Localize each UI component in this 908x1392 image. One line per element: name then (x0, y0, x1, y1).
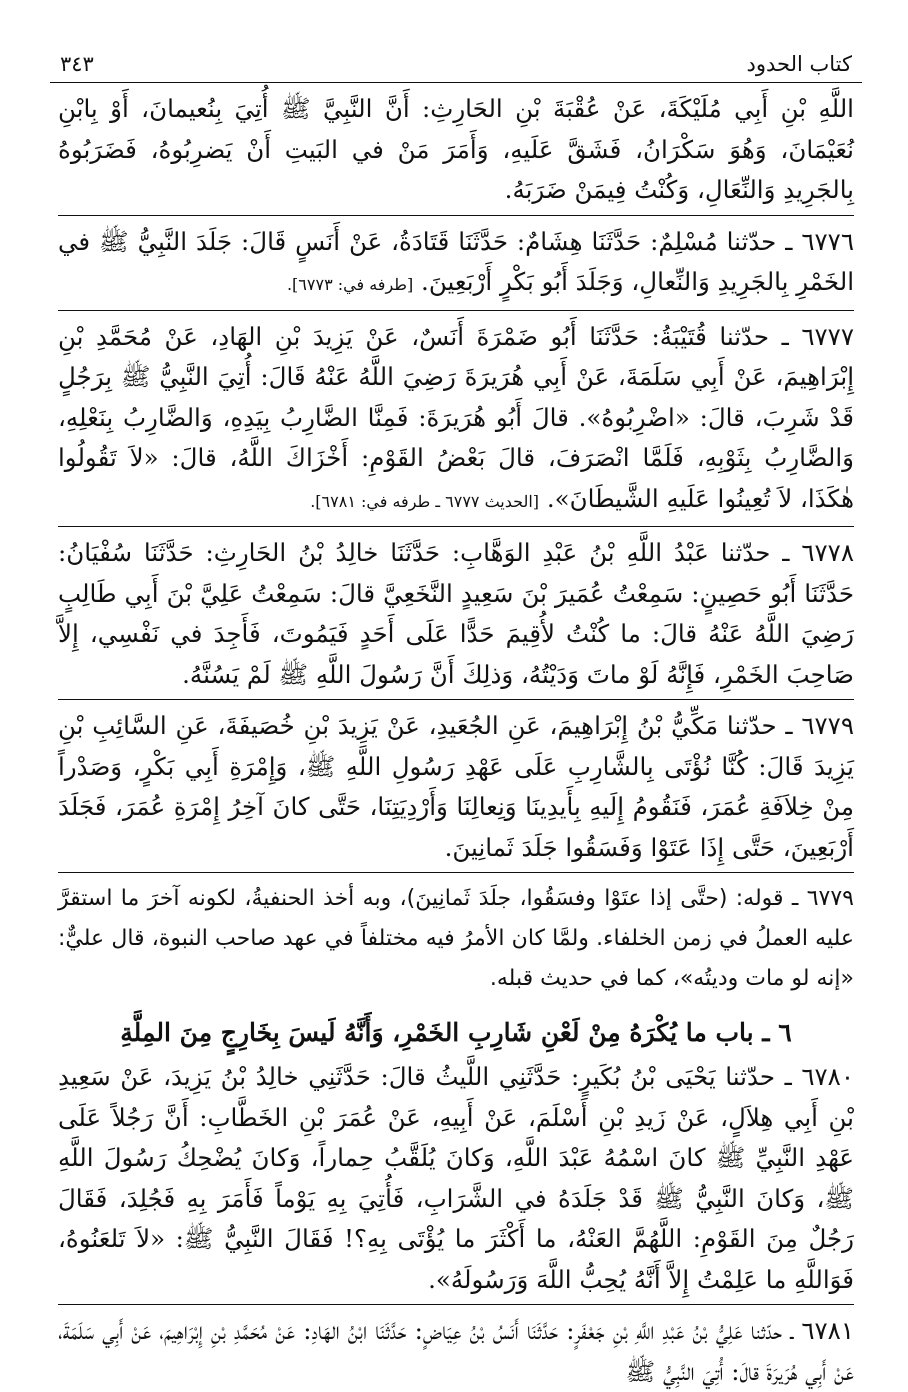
hadith-6778 (58, 533, 854, 695)
hadith-6779 (58, 706, 854, 868)
page-body (50, 83, 862, 1392)
cross-reference: [الحديث ٦٧٧٧ ـ طرفه في: ٦٧٨١]. (310, 491, 540, 511)
separator (58, 1304, 854, 1305)
hadith-text: ٦٧٧٨ ـ حدّثنا عَبْدُ اللَّهِ بْنُ عَبْدِ الوَهَّابِ: حَدَّثَنَا خالِدُ بْنُ الحَارِثِ: حَدَّثَنَا سُفْيَانُ: حَدَّثَنَا أَبُو حَصِينٍ: سَمِعْتُ عُمَيرَ بْنَ سَعِيدٍ النَّخَعِيَّ قالَ: سَمِعْتُ عَلِيَّ بْنَ أَبِي طَالِبٍ رَضِيَ اللَّهُ عَنْهُ قالَ: ما كُنْتُ لأُقِيمَ حَدًّا عَلَى أَحَدٍ فَيَمُوتَ، فَأَجِدَ في نَفْسِي، إِلاَّ صَاحِبَ الخَمْرِ، فَإِنَّهُ لَوْ ماتَ وَدَيْتُهُ، وَذلِكَ أَنَّ رَسُولَ اللَّهِ ﷺ لَمْ يَسُنَّهُ. (58, 538, 854, 689)
commentary-6779 (58, 879, 854, 999)
hadith-text: ٦٧٧٩ ـ حدّثنا مَكِّيُّ بْنُ إِبْرَاهِيمَ، عَنِ الجُعَيدِ، عَنْ يَزِيدَ بْنِ خُصَيفَةَ، عَنِ السَّائِبِ بْنِ يَزِيدَ قَالَ: كُنَّا نُؤْتَى بِالشَّارِبِ عَلَى عَهْدِ رَسُولِ اللَّهِ ﷺ، وَإِمْرَةِ أَبِي بَكْرٍ، وَصَدْراً مِنْ خِلاَفَةِ عُمَرَ، فَنَقُومُ إِلَيهِ بِأَيدِينَا وَنِعالِنَا وَأَرْدِيَتِنَا، حَتَّى كانَ آخِرُ إِمْرَةِ عُمَرَ، فَجَلَدَ أَرْبَعِينَ، حَتَّى إِذَا عَتَوْا وَفَسَقُوا جَلَدَ ثَمانِينَ. (58, 711, 854, 862)
hadith-6780 (58, 1057, 854, 1300)
separator (58, 872, 854, 873)
commentary-text: ٦٧٧٩ ـ قوله: (حتَّى إذا عتَوْا وفسَقُوا، جلَدَ ثَمانِينَ)، وبه أخذ الحنفيةُ، لكونه آخرَ ما استقرَّ عليه العملُ في زمن الخلفاء. ولمَّا كان الأمرُ فيه مختلفاً في عهد صاحب النبوة، قال عليٌّ: «إنه لو مات وديتُه»، كما في حديث قبله. (58, 886, 854, 991)
hadith-text: ٦٧٨١ ـ حدّثنا عَلِيُّ بْنُ عَبْدِ اللَّهِ بْنِ جَعْفَرٍ: حَدَّثَنَا أَنَسُ بْنُ عِيَاضٍ: حَدَّثَنَا ابْنُ الهَادِ: عَنْ مُحَمَّدِ بْنِ إِبْرَاهِيمَ، عَنْ أَبِي سَلَمَةَ، عَنْ أَبِي هُرَيرَةَ قالَ: أُتِيَ النَّبِيُّ ﷺ (58, 1316, 854, 1386)
separator (58, 526, 854, 527)
hadith-6776 (58, 222, 854, 306)
hadith-continuation (58, 89, 854, 211)
header-title: كتاب الحدود (746, 52, 852, 76)
hadith-6777 (58, 317, 854, 523)
hadith-6781 (58, 1311, 854, 1392)
page-number: ٣٤٣ (60, 52, 94, 76)
separator (58, 215, 854, 216)
chapter-heading: ٦ ـ باب ما يُكْرَهُ مِنْ لَعْنِ شَارِبِ الخَمْرِ، وَأَنَّهُ لَيسَ بِخَارِجٍ مِنَ المِلَّةِ (120, 1018, 792, 1047)
hadith-text: اللَّهِ بْنِ أَبِي مُلَيْكَةَ، عَنْ عُقْبَةَ بْنِ الحَارِثِ: أَنَّ النَّبِيَّ ﷺ أُتِيَ بِنُعيمانَ، أَوْ بِابْنِ نُعَيْمَانَ، وَهُوَ سَكْرَانُ، فَشَقَّ عَلَيهِ، وَأَمَرَ مَنْ في البَيتِ أَنْ يَضرِبُوهُ، فَضَرَبُوهُ بِالجَرِيدِ وَالنِّعَالِ، وَكُنْتُ فِيمَنْ ضَرَبَهُ. (58, 94, 854, 204)
hadith-text: ٦٧٧٧ ـ حدّثنا قُتَيْبَةُ: حَدَّثَنَا أَبُو ضَمْرَةَ أَنَسٌ، عَنْ يَزِيدَ بْنِ الهَادِ، عَنْ مُحَمَّدِ بْنِ إِبْرَاهِيمَ، عَنْ أَبِي سَلَمَةَ، عَنْ أَبِي هُرَيرَةَ رَضِيَ اللَّهُ عَنْهُ قَالَ: أُتِيَ النَّبِيُّ ﷺ بِرَجُلٍ قَدْ شَرِبَ، قالَ: «اضْرِبُوهُ». قالَ أَبُو هُرَيرَةَ: فَمِنَّا الضَّارِبُ بِيَدِهِ، وَالضَّارِبُ بِنَعْلِهِ، وَالضَّارِبُ بِثَوْبِهِ، فَلَمَّا انْصَرَفَ، قالَ بَعْضُ القَوْمِ: أَخْزَاكَ اللَّهُ، قالَ: «لاَ تَقُولُوا هٰكَذَا، لاَ تُعِينُوا عَلَيهِ الشَّيطَانَ». (58, 321, 854, 513)
running-header (50, 52, 862, 83)
hadith-text: ٦٧٨٠ ـ حدّثنا يَحْيَى بْنُ بُكَيرٍ: حَدَّثَنِي اللَّيثُ قالَ: حَدَّثَنِي خالِدُ بْنُ يَزِيدَ، عَنْ سَعِيدِ بْنِ أَبِي هِلاَلٍ، عَنْ زَيدِ بْنِ أَسْلَمَ، عَنْ أَبِيهِ، عَنْ عُمَرَ بْنِ الخَطَّابِ: أَنَّ رَجُلاً عَلَى عَهْدِ النَّبِيِّ ﷺ كانَ اسْمُهُ عَبْدَ اللَّهِ، وَكانَ يُلَقَّبُ حِماراً، وَكانَ يُضْحِكُ رَسُولَ اللَّهِ ﷺ، وَكانَ النَّبِيُّ ﷺ قَدْ جَلَدَهُ في الشَّرَابِ، فَأُتِيَ بِهِ يَوْماً فَأَمَرَ بِهِ فَجُلِدَ، فَقَالَ رَجُلٌ مِنَ القَوْمِ: اللَّهُمَّ العَنْهُ، ما أَكْثَرَ ما يُؤْتَى بِهِ؟! فَقَالَ النَّبِيُّ ﷺ: «لاَ تَلعَنُوهُ، فَوَاللَّهِ ما عَلِمْتُ إِلاَّ أَنَّهُ يُحِبُّ اللَّهَ وَرَسُولَهُ». (58, 1062, 854, 1294)
separator (58, 310, 854, 311)
cross-reference: [طرفه في: ٦٧٧٣]. (286, 275, 414, 294)
separator (58, 699, 854, 700)
hadith-text: ٦٧٧٦ ـ حدّثنا مُسْلِمٌ: حَدَّثَنَا هِشَامٌ: حَدَّثَنَا قَتَادَةُ، عَنْ أَنَسٍ قَالَ: جَلَدَ النَّبِيُّ ﷺ في الخَمْرِ بِالجَرِيدِ وَالنِّعالِ، وَجَلَدَ أَبُو بَكْرٍ أَرْبَعِينَ. (58, 226, 854, 296)
